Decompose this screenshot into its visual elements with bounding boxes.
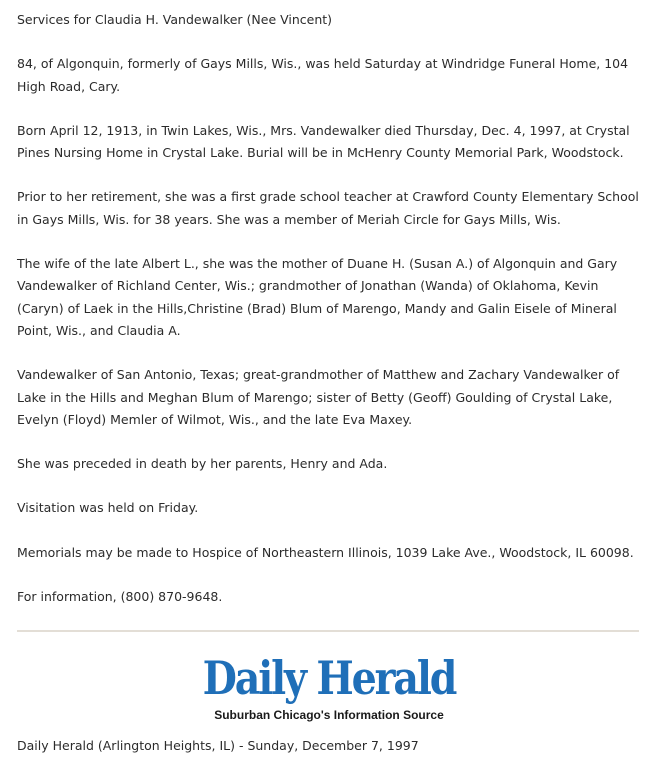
obituary-article xyxy=(17,9,642,630)
article-paragraph: She was preceded in death by her parents, Henry and Ada. xyxy=(17,456,388,472)
article-paragraph: Prior to her retirement, she was a first grade school teacher at Crawford County Elementary School in Gays Mills, Wis. for 38 years. She was a member of Meriah Circle for Gays Mills, Wis. xyxy=(17,189,639,227)
article-paragraph: The wife of the late Albert L., she was the mother of Duane H. (Susan A.) of Algonquin and Gary Vandewalker of Richland Center, Wis.; grandmother of Jonathan (Wanda) of Oklahoma, Kevin (Caryn) of Laek in the Hills,Christine (Brad) Blum of Marengo, Mandy and Galin Eisele of Mineral Point, Wis., and Claudia A. xyxy=(17,256,618,338)
logo-tagline: Suburban Chicago's Information Source xyxy=(214,708,444,722)
article-paragraph: Born April 12, 1913, in Twin Lakes, Wis., Mrs. Vandewalker died Thursday, Dec. 4, 1997, at Crystal Pines Nursing Home in Crystal Lake. Burial will be in McHenry County Memorial Park, Woodstock. xyxy=(17,122,630,161)
article-paragraph: For information, (800) 870-9648. xyxy=(17,589,223,605)
article-paragraph: Visitation was held on Friday. xyxy=(17,500,199,516)
newspaper-logo xyxy=(0,650,658,722)
source-citation: Daily Herald (Arlington Heights, IL) - Sunday, December 7, 1997 xyxy=(17,738,419,753)
article-heading: Services for Claudia H. Vandewalker (Nee Vincent) xyxy=(17,12,333,27)
article-paragraph: Memorials may be made to Hospice of Northeastern Illinois, 1039 Lake Ave., Woodstock, IL 60098. xyxy=(17,544,634,560)
divider xyxy=(17,630,639,632)
article-paragraph: 84, of Algonquin, formerly of Gays Mills, Wis., was held Saturday at Windridge Funeral Home, 104 High Road, Cary. xyxy=(17,56,629,94)
article-paragraph: Vandewalker of San Antonio, Texas; great-grandmother of Matthew and Zachary Vandewalker of Lake in the Hills and Meghan Blum of Marengo; sister of Betty (Geoff) Goulding of Crystal Lake, Evelyn (Floyd) Memler of Wilmot, Wis., and the late Eva Maxey. xyxy=(17,367,620,427)
logo-title: Daily Herald xyxy=(202,651,456,705)
